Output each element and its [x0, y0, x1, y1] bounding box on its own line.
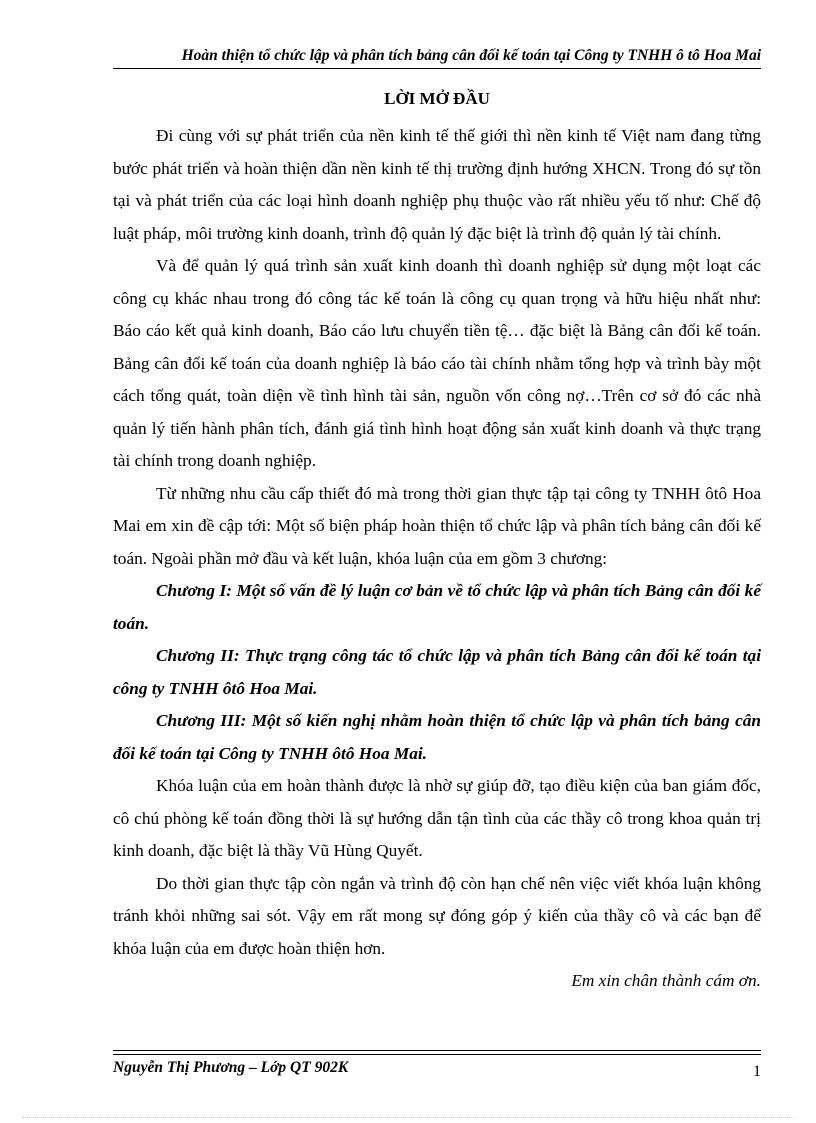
paragraph-5: Do thời gian thực tập còn ngắn và trình độ còn hạn chế nên việc viết khóa luận không tránh khỏi những sai sót. Vậy em rất mong sự đóng góp ý kiến của thầy cô và các bạn để khóa luận của em được hoàn thiện hơn.: [113, 873, 761, 958]
chapter-2: Chương II: Thực trạng công tác tổ chức lập và phân tích Bảng cân đối kế toán tại công ty TNHH ôtô Hoa Mai.: [113, 646, 761, 698]
chapter-3: Chương III: Một số kiến nghị nhằm hoàn thiện tổ chức lập và phân tích bảng cân đối kế toán tại Công ty TNHH ôtô Hoa Mai.: [113, 711, 761, 763]
running-header: Hoàn thiện tổ chức lập và phân tích bảng cân đối kế toán tại Công ty TNHH ô tô Hoa Mai: [181, 47, 761, 64]
page-edge: [22, 1117, 794, 1118]
paragraph-1: Đi cùng với sự phát triển của nền kinh tế thế giới thì nền kinh tế Việt nam đang từng bước phát triển và hoàn thiện dần nền kinh tế thị trường định hướng XHCN. Trong đó sự tồn tại và phát triển của các loại hình doanh nghiệp phụ thuộc vào rất nhiều yếu tố như: Chế độ luật pháp, môi trường kinh doanh, trình độ quản lý đặc biệt là trình độ quản lý tài chính.: [113, 126, 761, 243]
body-text: [113, 120, 761, 998]
thanks-line: Em xin chân thành cám ơn.: [571, 971, 761, 990]
paragraph-4: Khóa luận của em hoàn thành được là nhờ sự giúp đỡ, tạo điều kiện của ban giám đốc, cô chú phòng kế toán đồng thời là sự hướng dẫn tận tình của các thầy cô trong khoa quản trị kinh doanh, đặc biệt là thầy Vũ Hùng Quyết.: [113, 776, 761, 860]
page-number: 1: [753, 1063, 761, 1080]
page-title: LỜI MỞ ĐẦU: [384, 89, 490, 108]
paragraph-3: Từ những nhu cầu cấp thiết đó mà trong thời gian thực tập tại công ty TNHH ôtô Hoa Mai em xin đề cập tới: Một số biện pháp hoàn thiện tổ chức lập và phân tích bảng cân đối kế toán. Ngoài phần mở đầu và kết luận, khóa luận của em gồm 3 chương:: [113, 483, 761, 568]
paragraph-2: Và để quản lý quá trình sản xuất kinh doanh thì doanh nghiệp sử dụng một loạt các công cụ khác nhau trong đó công tác kế toán là công cụ quan trọng và hữu hiệu nhất như: Báo cáo kết quả kinh doanh, Báo cáo lưu chuyển tiền tệ… đặc biệt là Bảng cân đối kế toán. Bảng cân đối kế toán của doanh nghiệp là báo cáo tài chính nhằm tổng hợp và trình bày một cách tổng quát, toàn diện về tình hình tài sản, nguồn vốn công nợ…Trên cơ sở đó các nhà quản lý tiến hành phân tích, đánh giá tình hình hoạt động sản xuất kinh doanh và thực trạng tài chính trong doanh nghiệp.: [113, 256, 761, 470]
footer-rule: [113, 1050, 761, 1055]
chapter-1: Chương I: Một số vấn đề lý luận cơ bản về tổ chức lập và phân tích Bảng cân đối kế toán.: [113, 581, 761, 633]
header-rule: [113, 68, 761, 69]
footer-author: Nguyễn Thị Phương – Lớp QT 902K: [113, 1059, 349, 1076]
